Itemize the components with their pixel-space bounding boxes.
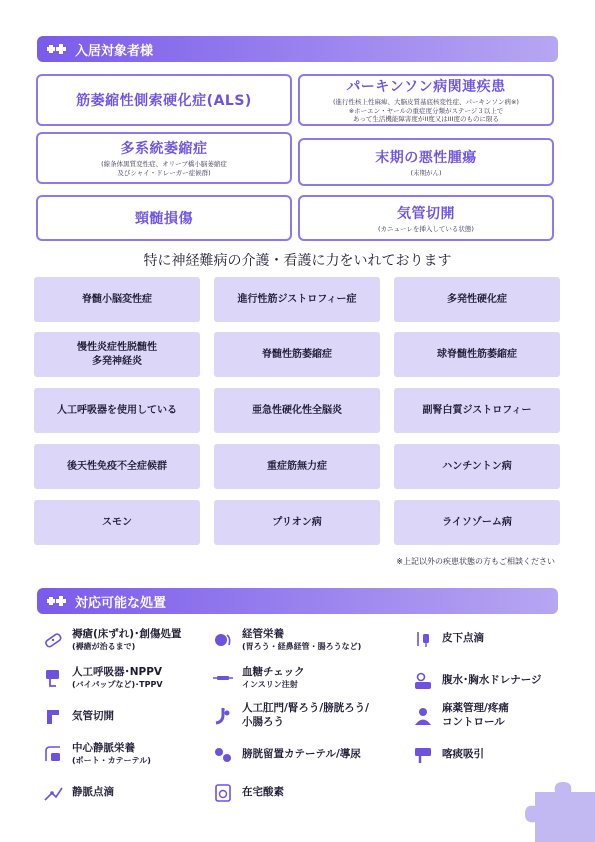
treatment-drainage <box>412 670 584 692</box>
treatment-label: 皮下点滴 <box>442 632 484 645</box>
treatment-label: 人工呼吸器･NPPV <box>72 666 163 678</box>
section-title: 対応可能な処置 <box>75 595 167 611</box>
disease-cell: プリオン病 <box>214 500 380 545</box>
disease-cell: 脊髄小脳変性症 <box>34 277 200 322</box>
treatment-label: 静脈点滴 <box>72 786 114 799</box>
treatment-bedsore <box>42 628 214 652</box>
target-note: (進行性核上性麻痺、大脳皮質基底核変性症、パーキンソン病※) ※ホーエン・ヤールの重症度分類がステージ３以上で あって生活機能障害度がII度又はIII度のものに限る <box>333 97 519 124</box>
disease-cell: 後天性免疫不全症候群 <box>34 444 200 489</box>
medical-cross-icon <box>47 42 67 56</box>
treatment-catheter <box>212 744 384 766</box>
treatment-tracheostomy <box>42 706 214 728</box>
treatment-suction <box>412 744 584 766</box>
treatment-sub: (ポート・カテーテル) <box>72 755 151 765</box>
central-venous-icon <box>42 743 64 765</box>
disease-cell: 副腎白質ジストロフィー <box>394 388 560 433</box>
target-name: 末期の悪性腫瘍 <box>375 149 477 166</box>
tube-feeding-icon <box>212 629 234 651</box>
treatment-sub: (バイパップなど)･TPPV <box>72 679 163 689</box>
target-als <box>36 74 292 126</box>
target-name: 筋萎縮性側索硬化症(ALS) <box>76 93 252 109</box>
suction-icon <box>412 744 434 766</box>
target-name: 多系統萎縮症 <box>120 141 208 158</box>
target-cancer <box>298 138 554 186</box>
treatment-label: 在宅酸素 <box>242 786 284 799</box>
section-title: 入居対象者様 <box>75 43 154 59</box>
bandage-icon <box>42 629 64 651</box>
treatment-sub: インスリン注射 <box>242 679 298 689</box>
treatment-sub: (胃ろう・経鼻経管・腸ろうなど) <box>242 641 362 651</box>
target-note: (カニューレを挿入している状態) <box>378 224 474 233</box>
treatment-label: 褥瘡(床ずれ)･創傷処置 <box>72 628 182 640</box>
treatment-home-oxygen <box>212 782 384 804</box>
treatment-sub: (褥瘡が治るまで) <box>72 641 136 651</box>
treatment-label: 喀痰吸引 <box>442 748 484 761</box>
disease-cell: 脊髄性筋萎縮症 <box>214 332 380 377</box>
treatment-label: 血糖チェック <box>242 666 305 678</box>
target-note: (線条体黒質変性症、オリーブ橋小脳萎縮症 及びシャイ・ドレーガー症候群) <box>101 160 227 177</box>
target-msa <box>36 132 292 184</box>
target-name: 頸髄損傷 <box>135 211 193 227</box>
target-parkinson <box>298 74 554 126</box>
insulin-syringe-icon <box>212 667 234 689</box>
disease-cell: 亜急性硬化性全脳炎 <box>214 388 380 433</box>
treatment-label: 膀胱留置カテーテル/導尿 <box>242 748 361 761</box>
disease-cell: 重症筋無力症 <box>214 444 380 489</box>
target-tracheostomy <box>298 195 554 241</box>
treatment-label: 気管切開 <box>72 710 114 723</box>
treatment-central-venous <box>42 742 214 766</box>
medical-cross-icon <box>47 594 67 608</box>
disease-cell: 多発性硬化症 <box>394 277 560 322</box>
disease-cell: スモン <box>34 500 200 545</box>
oxygen-icon <box>212 782 234 804</box>
stoma-icon <box>212 705 234 727</box>
disease-cell: 慢性炎症性脱髄性 多発神経炎 <box>34 332 200 377</box>
treatment-tube-feeding <box>212 628 384 652</box>
treatment-blood-sugar <box>212 666 384 690</box>
disease-cell: 進行性筋ジストロフィー症 <box>214 277 380 322</box>
target-name: 気管切開 <box>397 205 455 222</box>
focus-title: 特に神経難病の介護・看護に力をいれております <box>143 253 452 269</box>
disease-cell: 球脊髄性筋萎縮症 <box>394 332 560 377</box>
section-header-residents <box>37 36 558 62</box>
treatment-iv-drip <box>42 782 214 804</box>
subcutaneous-drip-icon <box>412 628 434 650</box>
treatment-label: 腹水･胸水ドレナージ <box>442 674 542 687</box>
target-cervical-injury <box>36 195 292 241</box>
drainage-icon <box>412 670 434 692</box>
treatment-stoma <box>212 702 384 729</box>
disease-cell: ハンチントン病 <box>394 444 560 489</box>
catheter-icon <box>212 744 234 766</box>
treatment-label: 麻薬管理/疼痛 コントロール <box>442 702 509 728</box>
footnote: ※上記以外の疾患状態の方もご相談ください <box>396 557 555 566</box>
ventilator-icon <box>42 667 64 689</box>
treatment-label: 人工肛門/腎ろう/膀胱ろう/ 小腸ろう <box>242 702 370 728</box>
target-note: (末期がん) <box>410 168 442 177</box>
treatment-subcutaneous-drip <box>412 628 584 650</box>
treatment-ventilator <box>42 666 214 690</box>
tracheostomy-icon <box>42 706 64 728</box>
iv-drip-icon <box>42 782 64 804</box>
pain-management-icon <box>412 705 434 727</box>
target-name: パーキンソン病関連疾患 <box>346 78 506 95</box>
section-header-treatments <box>37 588 558 614</box>
treatment-pain-management <box>412 702 584 729</box>
treatment-label: 経管栄養 <box>242 628 284 640</box>
treatment-label: 中心静脈栄養 <box>72 742 135 754</box>
disease-cell: 人工呼吸器を使用している <box>34 388 200 433</box>
disease-cell: ライソゾーム病 <box>394 500 560 545</box>
puzzle-piece-decoration <box>525 772 595 842</box>
